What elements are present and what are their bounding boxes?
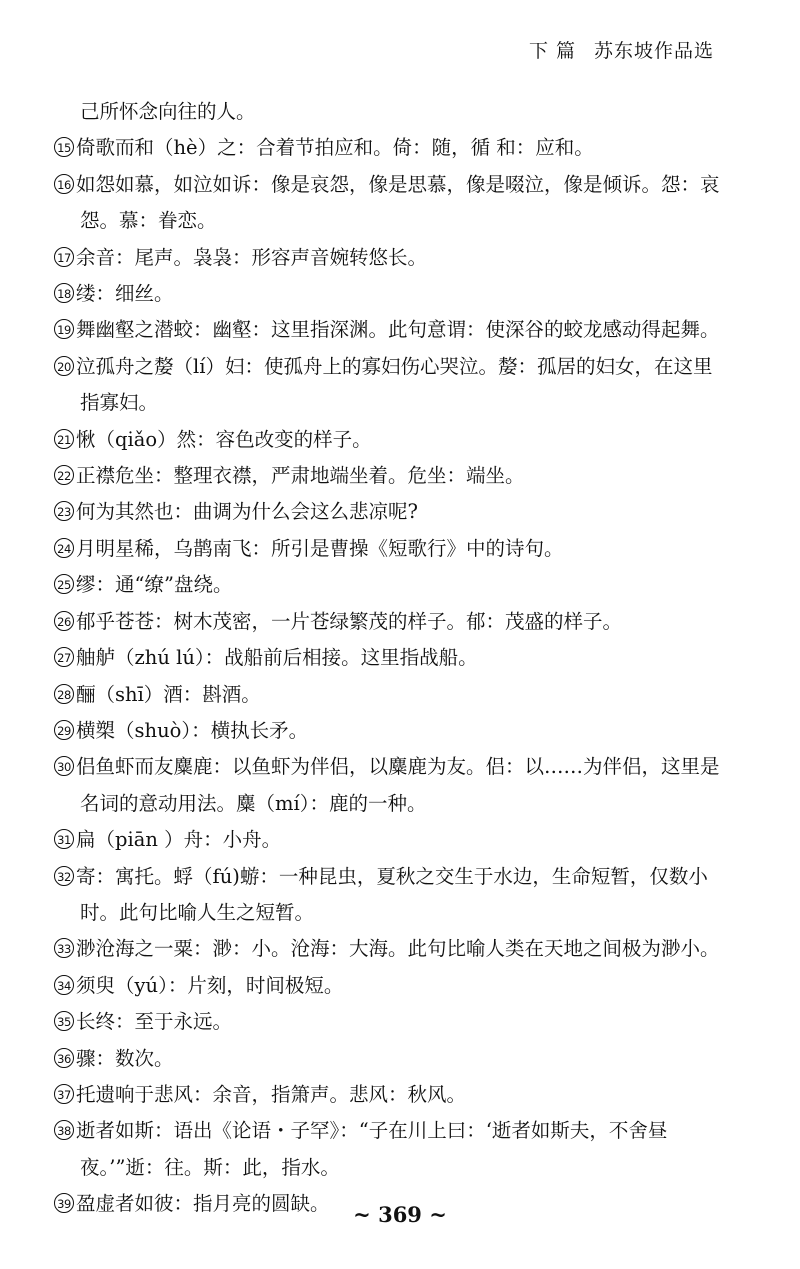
note-number: 34	[54, 975, 74, 995]
note-number: 24	[54, 538, 74, 558]
note-number: 18	[54, 283, 74, 303]
note-item	[54, 604, 726, 640]
header-title: 苏东坡作品选	[593, 40, 714, 62]
note-number: 17	[54, 247, 74, 267]
note-number: 33	[54, 938, 74, 958]
note-item	[54, 276, 726, 312]
note-number: 38	[54, 1120, 74, 1140]
note-item	[54, 1113, 726, 1186]
note-number: 28	[54, 684, 74, 704]
note-text: 侣鱼虾而友麋鹿：以鱼虾为伴侣，以麋鹿为友。侣：以……为伴侣，这里是名词的意动用法。麋（mí）：鹿的一种。	[76, 755, 720, 815]
note-item	[54, 640, 726, 676]
note-text: 舞幽壑之潜蛟：幽壑：这里指深渊。此句意谓：使深谷的蛟龙感动得起舞。	[76, 318, 720, 342]
note-text: 何为其然也：曲调为什么会这么悲凉呢?	[76, 500, 418, 524]
note-text: 盈虚者如彼：指月亮的圆缺。	[76, 1192, 330, 1216]
note-text: 须臾（yú）：片刻，时间极短。	[76, 973, 344, 997]
note-text: 正襟危坐：整理衣襟，严肃地端坐着。危坐：端坐。	[76, 464, 525, 488]
note-text: 如怨如慕，如泣如诉：像是哀怨，像是思慕，像是啜泣，像是倾诉。怨：哀怨。慕：眷恋。	[76, 172, 720, 233]
note-number: 31	[54, 829, 74, 849]
note-item	[54, 240, 726, 276]
note-number: 27	[54, 647, 74, 667]
note-number: 26	[54, 611, 74, 631]
note-item	[54, 968, 726, 1004]
note-number: 15	[54, 137, 74, 157]
note-text: 横槊（shuò）：横执长矛。	[76, 718, 309, 742]
note-text: 愀（qiǎo）然：容色改变的样子。	[76, 427, 372, 451]
note-number: 37	[54, 1084, 74, 1104]
note-text: 余音：尾声。袅袅：形容声音婉转悠长。	[76, 245, 428, 269]
note-text: 渺沧海之一粟：渺：小。沧海：大海。此句比喻人类在天地之间极为渺小。	[76, 937, 720, 961]
note-item	[54, 312, 726, 348]
note-number: 23	[54, 501, 74, 521]
note-item	[54, 749, 726, 822]
note-text: 月明星稀，乌鹊南飞：所引是曹操《短歌行》中的诗句。	[76, 536, 564, 560]
note-number: 36	[54, 1048, 74, 1068]
note-text: 缕：细丝。	[76, 282, 174, 306]
note-number: 29	[54, 720, 74, 740]
note-number: 16	[54, 174, 74, 194]
note-number: 30	[54, 756, 74, 776]
note-item	[54, 822, 726, 858]
note-item	[54, 567, 726, 603]
note-text: 酾（shī）酒：斟酒。	[76, 682, 261, 706]
note-text: 长终：至于永远。	[76, 1010, 233, 1034]
note-text: 扁（piān ）舟：小舟。	[76, 828, 282, 852]
note-item	[54, 931, 726, 967]
header-part: 下 篇	[528, 40, 576, 62]
note-item	[54, 859, 726, 932]
note-number: 39	[54, 1193, 74, 1213]
note-text: 寄：寓托。蜉（fú)蝣：一种昆虫，夏秋之交生于水边，生命短暂，仅数小时。此句比喻人生之短暂。	[76, 864, 708, 924]
note-number: 22	[54, 465, 74, 485]
note-item	[54, 494, 726, 530]
note-item	[54, 167, 726, 240]
note-text: 托遗响于悲风：余音，指箫声。悲风：秋风。	[76, 1082, 467, 1106]
note-item	[54, 531, 726, 567]
note-text: 舳舻（zhú lú）：战船前后相接。这里指战船。	[76, 646, 478, 670]
note-text: 己所怀念向往的人。	[80, 100, 256, 123]
note-item	[54, 94, 726, 130]
note-text: 逝者如斯：语出《论语・子罕》：“子在川上曰：‘逝者如斯夫，不舍昼夜。’”逝：往。斯：此，指水。	[76, 1119, 668, 1179]
note-item	[54, 458, 726, 494]
note-item	[54, 422, 726, 458]
note-number: 25	[54, 574, 74, 594]
note-text: 骤：数次。	[76, 1046, 174, 1070]
note-text: 泣孤舟之嫠（lí）妇：使孤舟上的寡妇伤心哭泣。嫠：孤居的妇女，在这里指寡妇。	[76, 354, 713, 415]
note-number: 35	[54, 1011, 74, 1031]
note-number: 19	[54, 319, 74, 339]
note-text: 郁乎苍苍：树木茂密，一片苍绿繁茂的样子。郁：茂盛的样子。	[76, 609, 623, 633]
note-item	[54, 349, 726, 422]
note-number: 20	[54, 356, 74, 376]
running-header	[529, 36, 714, 63]
note-item	[54, 130, 726, 166]
note-number: 21	[54, 429, 74, 449]
note-item	[54, 677, 726, 713]
note-text: 缪：通“缭”盘绕。	[76, 573, 233, 597]
note-item	[54, 1041, 726, 1077]
note-item	[54, 1077, 726, 1113]
annotation-list	[54, 94, 726, 1223]
note-item	[54, 713, 726, 749]
note-text: 倚歌而和（hè）之：合着节拍应和。倚：随，循 和：应和。	[76, 136, 594, 160]
page-number: ~ 369 ~	[353, 1202, 447, 1227]
note-number: 32	[54, 866, 74, 886]
note-item	[54, 1004, 726, 1040]
